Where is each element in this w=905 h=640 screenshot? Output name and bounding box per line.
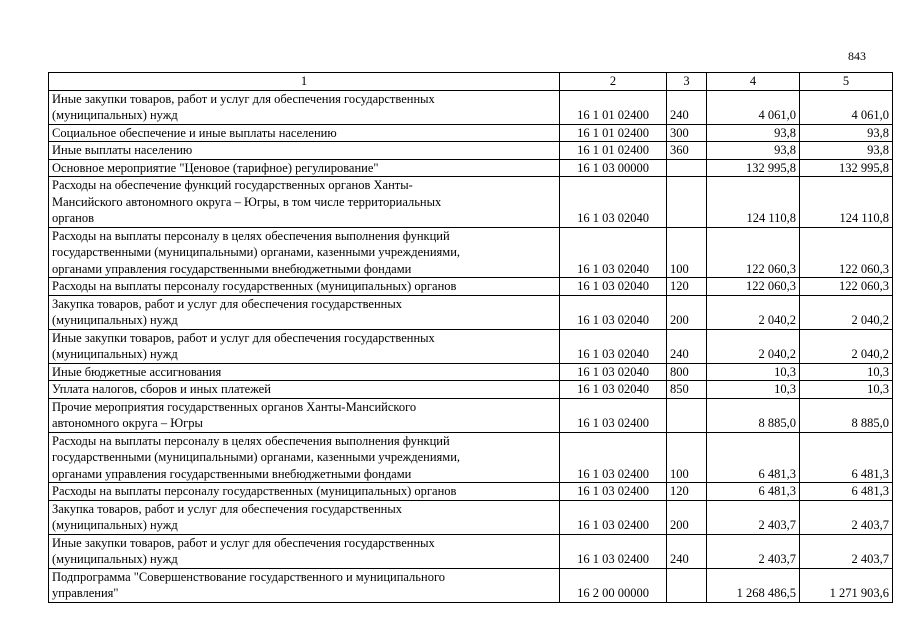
table-row (49, 363, 893, 381)
row-value-1: 122 060,3 (707, 227, 800, 278)
row-value-2: 124 110,8 (800, 177, 893, 228)
row-expense-type: 120 (667, 483, 707, 501)
row-value-1: 124 110,8 (707, 177, 800, 228)
table-row (49, 568, 893, 602)
row-expense-type: 360 (667, 142, 707, 160)
row-code: 16 1 03 02400 (560, 483, 667, 501)
header-col-1: 1 (49, 73, 560, 91)
row-expense-type (667, 568, 707, 602)
row-expense-type: 100 (667, 432, 707, 483)
table-row (49, 124, 893, 142)
row-name: Расходы на выплаты персоналу государственных (муниципальных) органов (49, 483, 560, 501)
row-expense-type: 850 (667, 381, 707, 399)
row-expense-type: 800 (667, 363, 707, 381)
table-body (49, 90, 893, 602)
row-code: 16 1 03 02040 (560, 177, 667, 228)
row-value-2: 2 403,7 (800, 534, 893, 568)
row-value-2: 1 271 903,6 (800, 568, 893, 602)
table-row (49, 483, 893, 501)
row-name: Социальное обеспечение и иные выплаты населению (49, 124, 560, 142)
row-value-2: 8 885,0 (800, 398, 893, 432)
table-row (49, 90, 893, 124)
row-code: 16 1 03 02040 (560, 329, 667, 363)
budget-table (48, 72, 893, 603)
row-value-2: 2 040,2 (800, 295, 893, 329)
row-value-1: 6 481,3 (707, 432, 800, 483)
row-value-1: 8 885,0 (707, 398, 800, 432)
row-expense-type: 240 (667, 90, 707, 124)
row-code: 16 1 03 02400 (560, 534, 667, 568)
row-value-1: 132 995,8 (707, 159, 800, 177)
row-name: Расходы на выплаты персоналу в целях обеспечения выполнения функций государственными (муниципальными) органами, казенными учреждениями, органами управления государственными внебюджетными фондами (49, 227, 560, 278)
row-value-2: 93,8 (800, 142, 893, 160)
row-value-1: 1 268 486,5 (707, 568, 800, 602)
row-expense-type: 300 (667, 124, 707, 142)
row-name: Иные закупки товаров, работ и услуг для обеспечения государственных (муниципальных) нужд (49, 534, 560, 568)
row-name: Иные закупки товаров, работ и услуг для обеспечения государственных (муниципальных) нужд (49, 329, 560, 363)
row-code: 16 1 03 02040 (560, 381, 667, 399)
table-row (49, 278, 893, 296)
row-value-2: 122 060,3 (800, 278, 893, 296)
table-row (49, 159, 893, 177)
row-name: Закупка товаров, работ и услуг для обеспечения государственных (муниципальных) нужд (49, 295, 560, 329)
row-name: Расходы на выплаты персоналу государственных (муниципальных) органов (49, 278, 560, 296)
row-code: 16 2 00 00000 (560, 568, 667, 602)
row-name: Закупка товаров, работ и услуг для обеспечения государственных (муниципальных) нужд (49, 500, 560, 534)
row-name: Расходы на выплаты персоналу в целях обеспечения выполнения функций государственными (муниципальными) органами, казенными учреждениями, органами управления государственными внебюджетными фондами (49, 432, 560, 483)
row-value-2: 122 060,3 (800, 227, 893, 278)
header-col-4: 4 (707, 73, 800, 91)
page-number: 843 (848, 49, 866, 63)
header-col-2: 2 (560, 73, 667, 91)
row-value-1: 122 060,3 (707, 278, 800, 296)
row-value-2: 6 481,3 (800, 432, 893, 483)
row-expense-type (667, 398, 707, 432)
row-value-2: 10,3 (800, 381, 893, 399)
row-name: Уплата налогов, сборов и иных платежей (49, 381, 560, 399)
row-value-1: 4 061,0 (707, 90, 800, 124)
row-expense-type (667, 177, 707, 228)
row-value-1: 2 403,7 (707, 500, 800, 534)
row-name: Иные выплаты населению (49, 142, 560, 160)
row-value-1: 2 040,2 (707, 295, 800, 329)
row-name: Прочие мероприятия государственных органов Ханты-Мансийского автономного округа – Югры (49, 398, 560, 432)
row-value-1: 6 481,3 (707, 483, 800, 501)
table-row (49, 329, 893, 363)
row-expense-type: 240 (667, 534, 707, 568)
row-code: 16 1 01 02400 (560, 142, 667, 160)
row-value-1: 2 040,2 (707, 329, 800, 363)
header-row (49, 73, 893, 91)
row-code: 16 1 03 02040 (560, 363, 667, 381)
row-expense-type: 120 (667, 278, 707, 296)
row-code: 16 1 03 02400 (560, 432, 667, 483)
header-col-5: 5 (800, 73, 893, 91)
row-code: 16 1 03 02400 (560, 398, 667, 432)
row-value-2: 93,8 (800, 124, 893, 142)
row-value-1: 93,8 (707, 142, 800, 160)
row-value-2: 6 481,3 (800, 483, 893, 501)
row-value-1: 10,3 (707, 381, 800, 399)
row-value-2: 10,3 (800, 363, 893, 381)
row-name: Иные бюджетные ассигнования (49, 363, 560, 381)
table-row (49, 227, 893, 278)
row-value-2: 2 403,7 (800, 500, 893, 534)
row-code: 16 1 03 02040 (560, 295, 667, 329)
row-value-1: 10,3 (707, 363, 800, 381)
row-name: Расходы на обеспечение функций государственных органов Ханты- Мансийского автономного округа – Югры, в том числе территориальных органов (49, 177, 560, 228)
table-row (49, 398, 893, 432)
row-value-2: 4 061,0 (800, 90, 893, 124)
row-code: 16 1 03 02040 (560, 227, 667, 278)
header-col-3: 3 (667, 73, 707, 91)
table-row (49, 177, 893, 228)
row-expense-type: 200 (667, 295, 707, 329)
row-expense-type: 200 (667, 500, 707, 534)
row-code: 16 1 01 02400 (560, 90, 667, 124)
table-row (49, 432, 893, 483)
table-row (49, 295, 893, 329)
row-name: Основное мероприятие "Ценовое (тарифное) регулирование" (49, 159, 560, 177)
row-code: 16 1 01 02400 (560, 124, 667, 142)
row-code: 16 1 03 00000 (560, 159, 667, 177)
row-value-2: 132 995,8 (800, 159, 893, 177)
row-name: Подпрограмма "Совершенствование государственного и муниципального управления" (49, 568, 560, 602)
table-row (49, 381, 893, 399)
row-expense-type (667, 159, 707, 177)
row-value-1: 93,8 (707, 124, 800, 142)
table-row (49, 534, 893, 568)
row-value-2: 2 040,2 (800, 329, 893, 363)
row-expense-type: 100 (667, 227, 707, 278)
row-code: 16 1 03 02400 (560, 500, 667, 534)
table-row (49, 500, 893, 534)
row-value-1: 2 403,7 (707, 534, 800, 568)
row-code: 16 1 03 02040 (560, 278, 667, 296)
table-row (49, 142, 893, 160)
row-name: Иные закупки товаров, работ и услуг для обеспечения государственных (муниципальных) нужд (49, 90, 560, 124)
row-expense-type: 240 (667, 329, 707, 363)
